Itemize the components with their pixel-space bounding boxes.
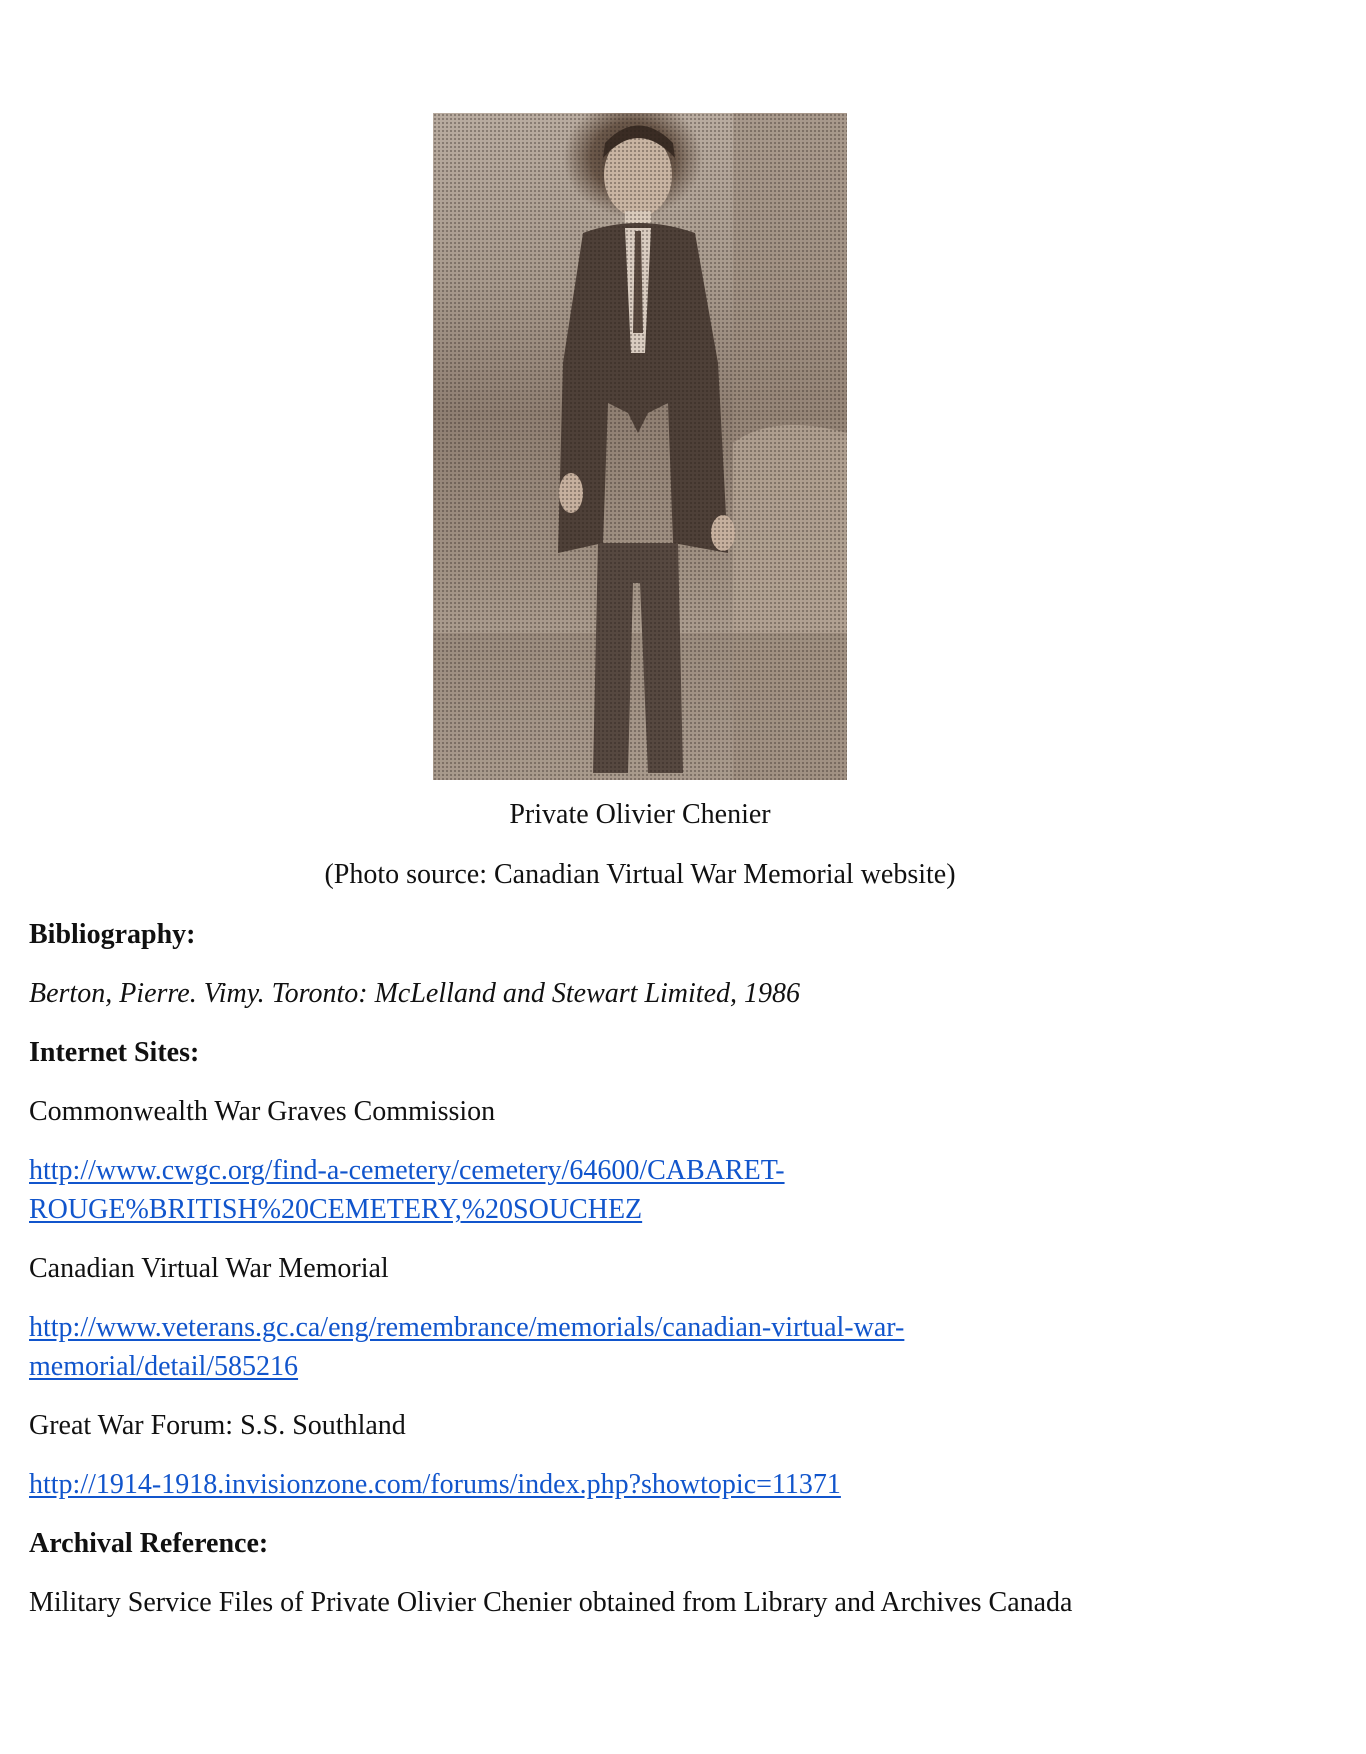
archival-reference-entry: Military Service Files of Private Olivier Chenier obtained from Library and Archives Canada xyxy=(29,1587,1073,1618)
site-link-gwf[interactable]: http://1914-1918.invisionzone.com/forums/index.php?showtopic=11371 xyxy=(29,1469,841,1500)
soldier-photo-drawing xyxy=(433,113,847,780)
site-link-cwgc-line1[interactable]: http://www.cwgc.org/find-a-cemetery/cemetery/64600/CABARET- xyxy=(29,1155,785,1186)
site-name-cvwm: Canadian Virtual War Memorial xyxy=(29,1253,389,1284)
site-link-cvwm-line1[interactable]: http://www.veterans.gc.ca/eng/remembrance/memorials/canadian-virtual-war- xyxy=(29,1312,905,1343)
bibliography-heading: Bibliography: xyxy=(29,919,196,950)
site-link-cwgc-line2[interactable]: ROUGE%BRITISH%20CEMETERY,%20SOUCHEZ xyxy=(29,1194,643,1225)
site-link-cvwm-line2[interactable]: memorial/detail/585216 xyxy=(29,1351,299,1382)
site-link-cwgc[interactable] xyxy=(29,1154,785,1227)
photo-caption-source: (Photo source: Canadian Virtual War Memorial website) xyxy=(324,859,956,890)
internet-sites-heading: Internet Sites: xyxy=(29,1037,200,1068)
archival-reference-heading: Archival Reference: xyxy=(29,1528,269,1559)
site-name-gwf: Great War Forum: S.S. Southland xyxy=(29,1410,406,1441)
site-name-cwgc: Commonwealth War Graves Commission xyxy=(29,1096,496,1127)
bibliography-entry: Berton, Pierre. Vimy. Toronto: McLelland and Stewart Limited, 1986 xyxy=(29,978,800,1009)
site-link-cvwm[interactable] xyxy=(29,1311,904,1384)
photo-caption-title: Private Olivier Chenier xyxy=(509,799,771,830)
soldier-photo xyxy=(433,113,847,780)
